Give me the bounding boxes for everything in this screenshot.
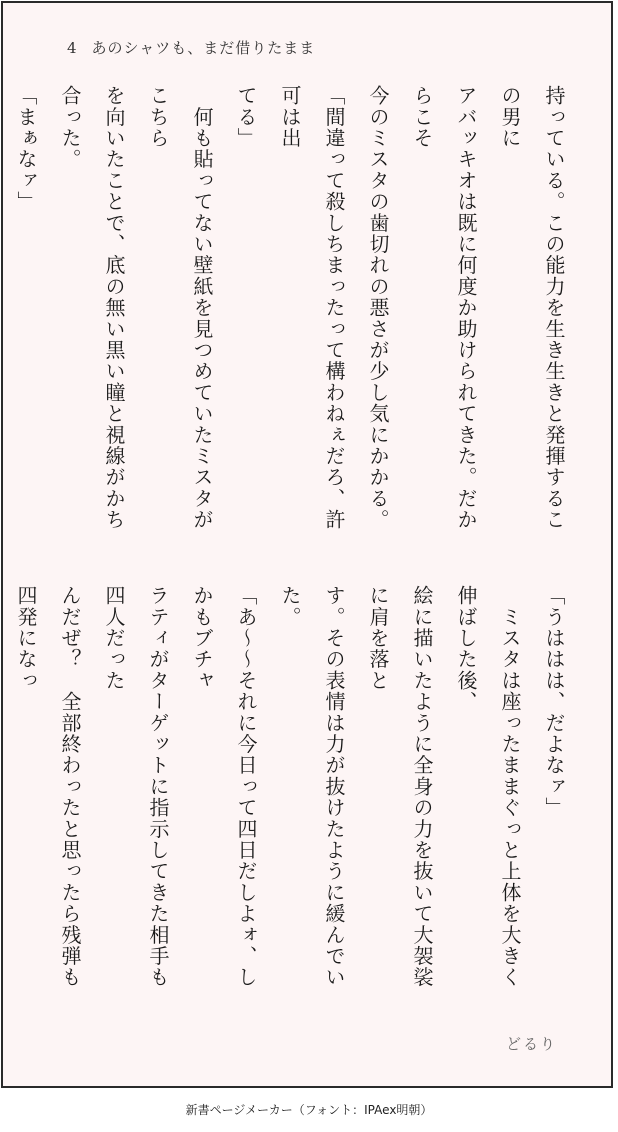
chapter-title: あのシャツも、まだ借りたまま xyxy=(91,39,316,57)
upper-text-line xyxy=(0,85,4,545)
upper-text-line: 何も貼ってない壁紙を見つめていたミスタがこちら xyxy=(146,85,214,531)
upper-text-line: を向いたことで、底の無い黒い瞳と視線がかち合った。 xyxy=(58,85,126,531)
lower-text-line: 絵に描いたように全身の力を抜いて大袈裟に肩を落と xyxy=(366,585,434,988)
lower-text-column xyxy=(0,585,576,1005)
book-page xyxy=(1,1,613,1088)
lower-text-line: す。その表情は力が抜けたように緩んでいた。 xyxy=(278,585,346,988)
page-header xyxy=(67,37,315,58)
lower-text-line: 「うははは、だよなァ」 xyxy=(542,585,566,819)
upper-text-line: てる」 xyxy=(234,85,258,149)
upper-text-line: 今のミスタの歯切れの悪さが少し気にかかる。 xyxy=(366,85,390,531)
footer-credit: 新書ページメーカー（フォント：IPAex明朝） xyxy=(185,1103,433,1117)
upper-text-line: 「まぁなァ」 xyxy=(14,85,38,213)
lower-text-line: 「あ〜〜それに今日って四日だしよォ、しかもブチャ xyxy=(190,585,258,988)
page-number: 4 xyxy=(67,39,78,57)
upper-text-column xyxy=(14,85,576,545)
upper-text-line: 「間違って殺しちまったって構わねぇだろ、許可は出 xyxy=(278,85,346,531)
upper-text-line: 持っている。この能力を生き生きと発揮するこの男に xyxy=(498,85,566,531)
lower-text-line xyxy=(0,585,4,1005)
lower-text-line: んだぜ？ 全部終わったと思ったら残弾も四発になっ xyxy=(14,585,82,988)
lower-text-line: ラティがターゲットに指示してきた相手も四人だった xyxy=(102,585,170,988)
lower-text-line: ミスタは座ったままぐっと上体を大きく伸ばした後、 xyxy=(454,585,522,988)
upper-text-line: アバッキオは既に何度か助けられてきた。だからこそ xyxy=(410,85,478,531)
author-name: どるり xyxy=(506,1035,558,1053)
